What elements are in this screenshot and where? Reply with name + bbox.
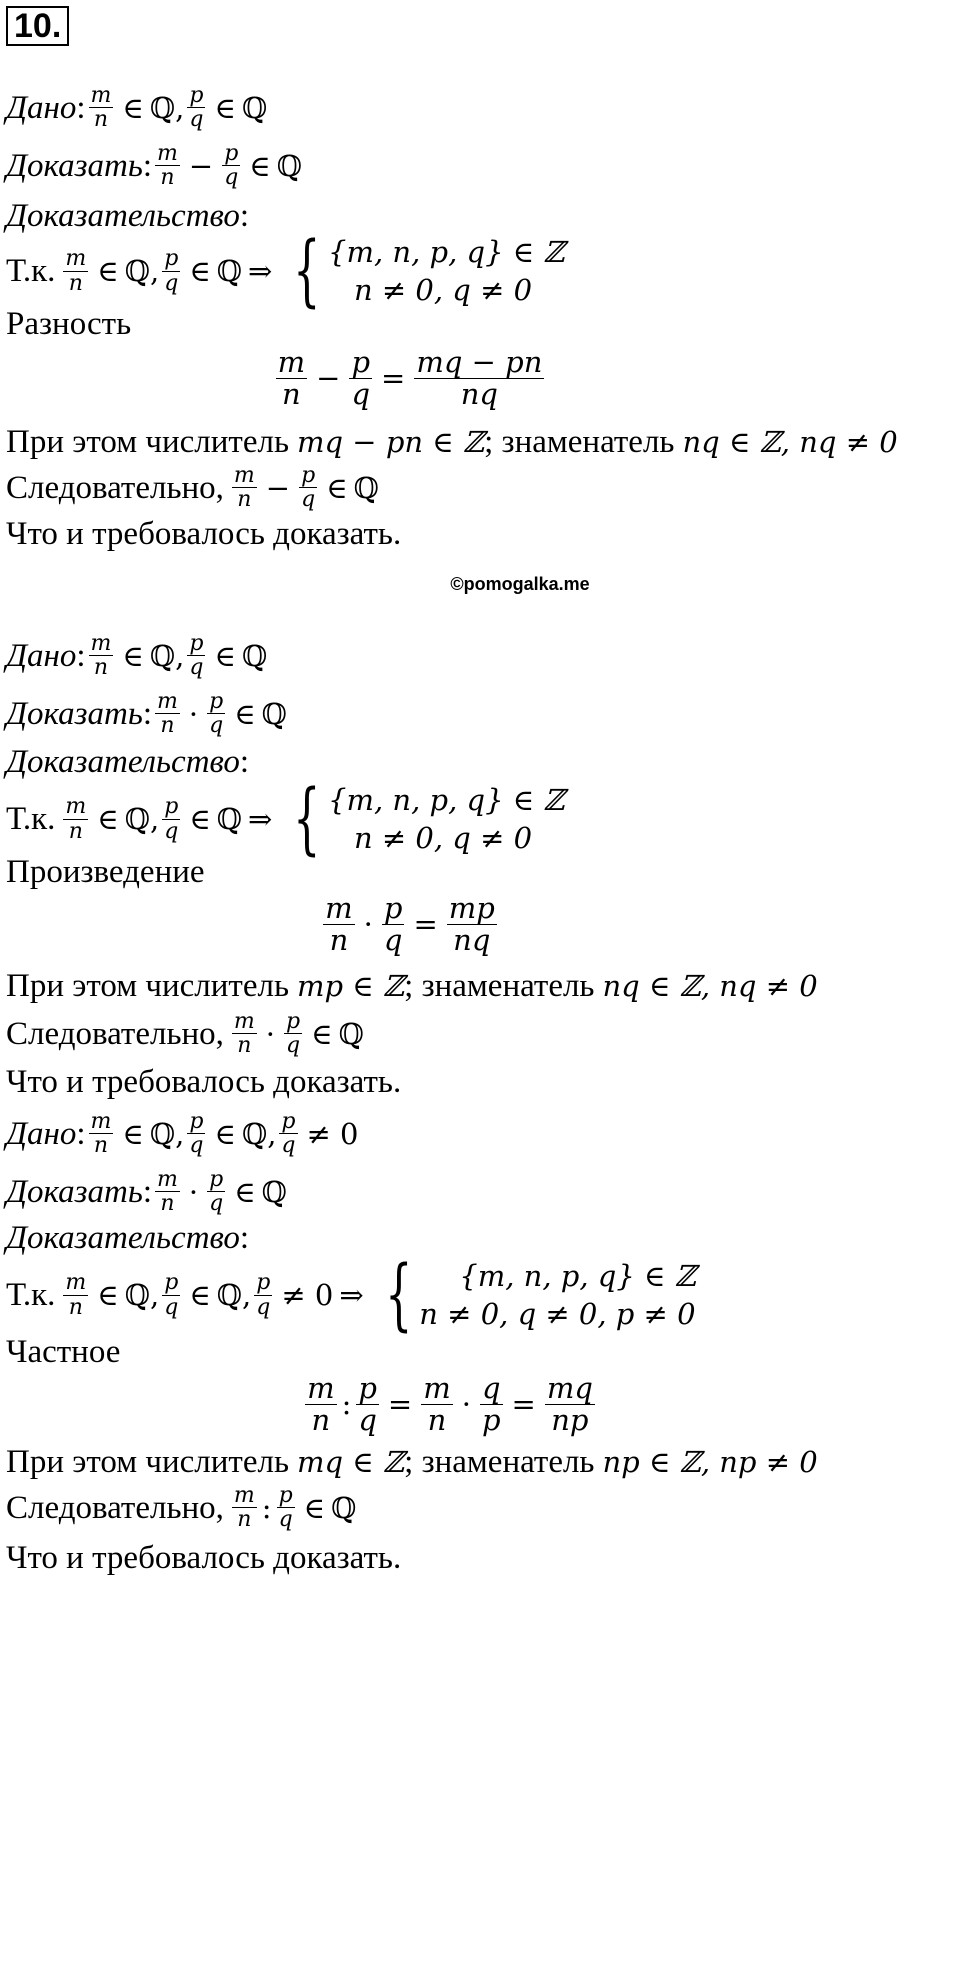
since-line: Т.к. $\frac{m}{n}$ ∈ ℚ , $\frac{p}{q}$ ∈ ℚ , $\frac{p}{q}$ ≠ 0 ⇒ { {m, n, p, q} ∈ ℤ n ≠ 0, q ≠ 0, p ≠ 0 [6, 1250, 696, 1340]
result-equation: $\frac{m}{n}$ : $\frac{p}{q}$ = $\frac{m}{n}$ · $\frac{q}{p}$ = $\frac{mq}{np}$ [307, 1371, 593, 1437]
proof-heading: Доказательство : [6, 1220, 250, 1256]
given-label: Дано [6, 89, 77, 126]
proof-heading: Доказательство : [6, 744, 250, 780]
prove-label: Доказать [6, 147, 143, 184]
proof-heading: Доказательство : [6, 198, 250, 234]
operation-word: Разность [6, 306, 132, 342]
watermark: ©pomogalka.me [450, 574, 590, 594]
result-equation: $\frac{m}{n}$ · $\frac{p}{q}$ = $\frac{mp}{nq}$ [325, 891, 495, 957]
therefore-line: Следовательно, $\frac{m}{n}$ · $\frac{p}{q}$ ∈ ℚ [6, 1009, 364, 1059]
note-line: При этом числитель mq − pn ∈ ℤ ; знаменатель nq ∈ ℤ, nq ≠ 0 [6, 424, 898, 460]
operation-word: Произведение [6, 854, 205, 890]
operation-word: Частное [6, 1334, 121, 1370]
condition-system: { {m, n, p, q} ∈ ℤ n ≠ 0, q ≠ 0, p ≠ 0 [384, 1250, 696, 1340]
given-line: Дано : $\frac{m}{n}$ ∈ ℚ , $\frac{p}{q}$ ∈ ℚ [6, 83, 268, 133]
prove-line: Доказать : $\frac{m}{n}$ · $\frac{p}{q}$ ∈ ℚ [6, 689, 287, 739]
given-line: Дано : $\frac{m}{n}$ ∈ ℚ , $\frac{p}{q}$ ∈ ℚ [6, 631, 268, 681]
note-line: При этом числитель mq ∈ ℤ ; знаменатель np ∈ ℤ, np ≠ 0 [6, 1444, 818, 1480]
condition-system: { {m, n, p, q} ∈ ℤ n ≠ 0, q ≠ 0 [293, 226, 565, 316]
fraction-m-n: $\frac{m}{n}$ [90, 83, 112, 133]
since-line: Т.к. $\frac{m}{n}$ ∈ ℚ , $\frac{p}{q}$ ∈ ℚ ⇒ { {m, n, p, q} ∈ ℤ n ≠ 0, q ≠ 0 [6, 226, 565, 316]
qed-line: Что и требовалось доказать. [6, 1540, 402, 1576]
therefore-line: Следовательно, $\frac{m}{n}$ − $\frac{p}{q}$ ∈ ℚ [6, 463, 379, 513]
result-equation: $\frac{m}{n}$ − $\frac{p}{q}$ = $\frac{mq - pn}{nq}$ [277, 345, 543, 411]
since-label: Т.к. [6, 253, 56, 289]
fraction-p-q: $\frac{p}{q}$ [189, 83, 204, 133]
qed-line: Что и требовалось доказать. [6, 516, 402, 552]
problem-number: 10. [6, 6, 69, 46]
qed-line: Что и требовалось доказать. [6, 1064, 402, 1100]
prove-line: Доказать : $\frac{m}{n}$ · $\frac{p}{q}$ ∈ ℚ [6, 1167, 287, 1217]
note-line: При этом числитель mp ∈ ℤ ; знаменатель nq ∈ ℤ, nq ≠ 0 [6, 968, 818, 1004]
prove-line: Доказать : $\frac{m}{n}$ − $\frac{p}{q}$ ∈ ℚ [6, 141, 303, 191]
therefore-line: Следовательно, $\frac{m}{n}$ : $\frac{p}{q}$ ∈ ℚ [6, 1483, 357, 1533]
since-line: Т.к. $\frac{m}{n}$ ∈ ℚ , $\frac{p}{q}$ ∈ ℚ ⇒ { {m, n, p, q} ∈ ℤ n ≠ 0, q ≠ 0 [6, 774, 565, 864]
condition-system: { {m, n, p, q} ∈ ℤ n ≠ 0, q ≠ 0 [293, 774, 565, 864]
given-line: Дано : $\frac{m}{n}$ ∈ ℚ , $\frac{p}{q}$ ∈ ℚ , $\frac{p}{q}$ ≠ 0 [6, 1109, 359, 1159]
